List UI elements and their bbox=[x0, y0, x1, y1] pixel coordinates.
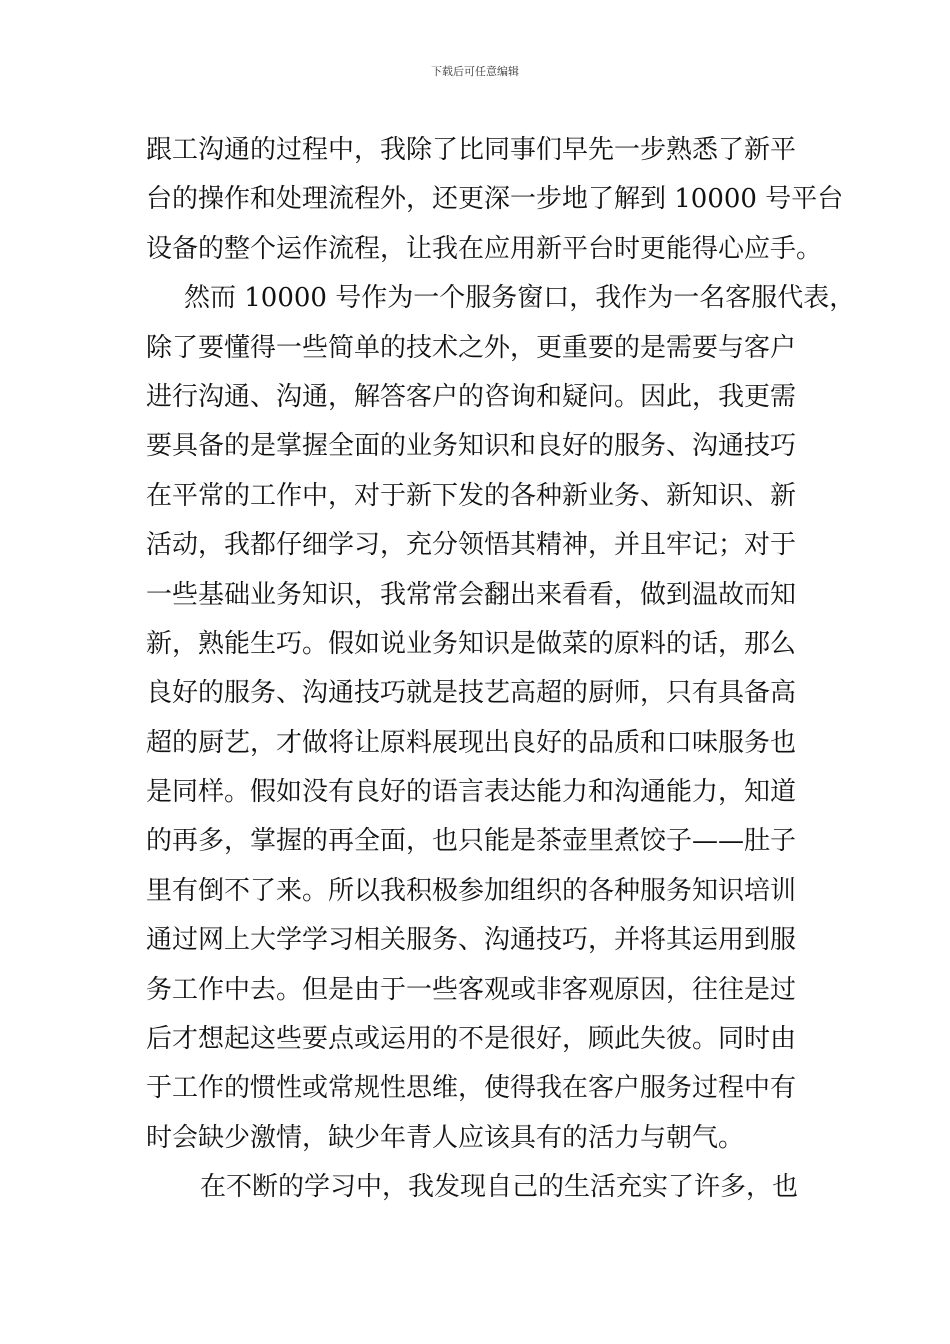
text-line: 的再多，掌握的再全面，也只能是茶壶里煮饺子——肚子 bbox=[146, 826, 797, 857]
text-line: 后才想起这些要点或运用的不是很好，顾此失彼。同时由 bbox=[146, 1024, 797, 1055]
text-line: 务工作中去。但是由于一些客观或非客观原因，往往是过 bbox=[146, 974, 797, 1005]
text-line: 是同样。假如没有良好的语言表达能力和沟通能力，知道 bbox=[146, 777, 797, 808]
body-text bbox=[146, 126, 856, 1213]
text-line: 活动，我都仔细学习，充分领悟其精神，并且牢记；对于 bbox=[146, 530, 797, 561]
text-line: 一些基础业务知识，我常常会翻出来看看，做到温故而知 bbox=[146, 579, 797, 610]
text-line: 跟工沟通的过程中，我除了比同事们早先一步熟悉了新平 bbox=[146, 135, 797, 165]
text-line: 超的厨艺，才做将让原料展现出良好的品质和口味服务也 bbox=[146, 727, 797, 758]
page-header: 下载后可任意编辑 bbox=[431, 65, 519, 78]
text-line: 除了要懂得一些简单的技术之外，更重要的是需要与客户 bbox=[146, 332, 797, 363]
text-line: 里有倒不了来。所以我积极参加组织的各种服务知识培训 bbox=[146, 875, 797, 906]
text-line: 时会缺少激情，缺少年青人应该具有的活力与朝气。 bbox=[146, 1122, 745, 1153]
text-line: 要具备的是掌握全面的业务知识和良好的服务、沟通技巧 bbox=[146, 431, 797, 462]
text-line: 台的操作和处理流程外，还更深一步地了解到 10000 号平台 bbox=[146, 184, 844, 215]
text-line: 通过网上大学学习相关服务、沟通技巧，并将其运用到服 bbox=[146, 925, 797, 956]
text-line: 设备的整个运作流程，让我在应用新平台时更能得心应手。 bbox=[146, 233, 823, 264]
text-line: 在平常的工作中，对于新下发的各种新业务、新知识、新 bbox=[146, 480, 797, 511]
text-line: 于工作的惯性或常规性思维，使得我在客户服务过程中有 bbox=[146, 1073, 797, 1104]
text-line: 然而 10000 号作为一个服务窗口，我作为一名客服代表， bbox=[184, 283, 856, 314]
text-line: 在不断的学习中，我发现自己的生活充实了许多，也 bbox=[200, 1172, 799, 1203]
text-line: 新，熟能生巧。假如说业务知识是做菜的原料的话，那么 bbox=[146, 628, 797, 659]
text-line: 进行沟通、沟通，解答客户的咨询和疑问。因此，我更需 bbox=[146, 381, 797, 412]
text-line: 良好的服务、沟通技巧就是技艺高超的厨师，只有具备高 bbox=[146, 678, 797, 709]
